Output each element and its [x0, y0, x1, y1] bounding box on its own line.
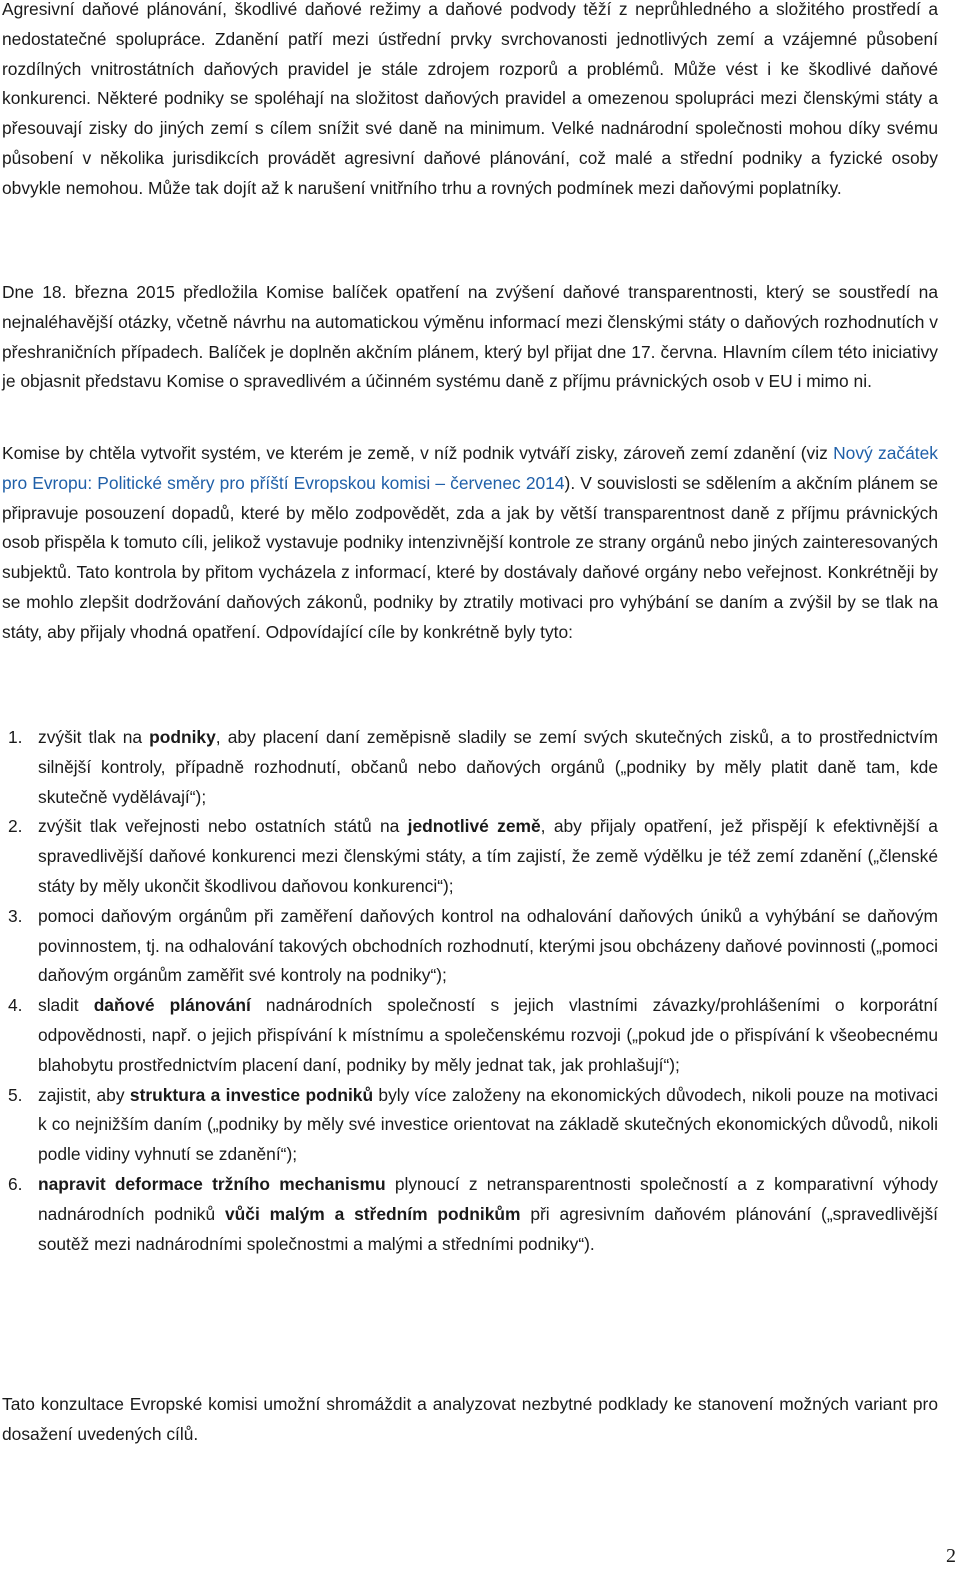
text-run: , aby přijaly opatření, jež přispějí k efektivnější a spravedlivější daňové konkurenci mezi členskými státy, a tím zajistí, že země výdělku je též zemí zdanění („členské státy by měly ukončit škodlivou daňovou konkurenci“); [38, 816, 938, 896]
list-item [2, 991, 938, 1080]
list-item [2, 812, 938, 901]
paragraph-consultation: Tato konzultace Evropské komisi umožní shromáždit a analyzovat nezbytné podklady ke stanovení možných variant pro dosažení uvedených cílů. [2, 1394, 938, 1444]
list-number: 3. [8, 905, 23, 926]
list-item-text [38, 723, 938, 812]
text-run: při agresivním daňovém plánování („spravedlivější soutěž mezi nadnárodními společnostmi a malými a středními podniky“). [38, 1203, 938, 1254]
text-run: plynoucí z netransparentnosti společností a z komparativní výhody nadnárodních podniků [38, 1173, 939, 1224]
text-run: byly více založeny na ekonomických důvodech, nikoli pouze na motivaci k co nejnižším daním („podniky by měly své investice orientovat na základě skutečných ekonomických důvodů, nikoli podle vidiny vyhnutí se zdanění“); [38, 1084, 938, 1165]
text-run: sladit [38, 995, 94, 1016]
paragraph-text: Komise by chtěla vytvořit systém, ve kterém je země, v níž podnik vytváří zisky, zároveň zemí zdanění (viz [2, 443, 834, 463]
objectives-list [2, 723, 938, 1259]
list-number: 2. [8, 816, 23, 837]
paragraph-text: ). V souvislosti se sdělením a akčním plánem se připravuje posouzení dopadů, které by mělo zodpovědět, zda a jak by větší transparentnost daně z příjmu právnických osob přispěla k tomuto cíli, jelikož vystavuje podniky intenzivnější kontrole ze strany orgánů nebo jiných zainteresovaných subjektů. Tato kontrola by přitom vycházela z informací, které by dostávaly daňové orgány nebo veřejnost. Konkrétněji by se mohlo zlepšit dodržování daňových zákonů, podniky by ztratily motivaci pro vyhýbání se daním a zvýšil by se tlak na státy, aby přijaly vhodná opatření. Odpovídající cíle by konkrétně byly tyto: [2, 472, 938, 642]
list-item-text [38, 902, 938, 991]
bold-term: podniky [149, 727, 216, 747]
list-item-text [38, 812, 938, 901]
list-item [2, 902, 938, 991]
list-item [2, 1081, 938, 1170]
list-number: 6. [8, 1173, 23, 1194]
text-run: zajistit, aby [38, 1084, 130, 1105]
bold-term: daňové plánování [93, 995, 251, 1016]
list-item-text [38, 1170, 938, 1259]
bold-term: jednotlivé země [407, 816, 541, 837]
text-run: nadnárodních společností s jejich vlastními závazky/prohlášeními o korporátní odpovědnosti, např. o jejich přispívání k místnímu a společenskému rozvoji („pokud jde o přispívání k všeobecnému blahobytu prostřednictvím placení daní, podniky by měly jednat tak, jak prohlašují“); [38, 995, 938, 1075]
page-number: 2 [946, 1545, 956, 1567]
list-item-text [38, 991, 938, 1080]
list-item [2, 1170, 938, 1259]
list-number: 5. [8, 1084, 23, 1105]
list-number: 1. [8, 727, 23, 747]
list-item [2, 723, 938, 812]
text-run: , aby placení daní zeměpisně sladily se zemí svých skutečných zisků, a to prostřednictvím silnější kontroly, případně rozhodnutí, občanů nebo daňových orgánů („podniky by měly platit daně tam, kde skutečně vydělávají“); [38, 727, 938, 807]
paragraph-commission-system [2, 439, 938, 648]
bold-term: struktura a investice podniků [129, 1084, 374, 1105]
new-start-for-europe-link[interactable]: Nový začátek pro Evropu: Politické směry pro příští Evropskou komisi – červenec 2014 [2, 443, 938, 493]
list-item-text [38, 1081, 938, 1170]
paragraph-tax-planning: Agresivní daňové plánování, škodlivé daňové režimy a daňové podvody těží z neprůhledného a složitého prostředí a nedostatečné spolupráce. Zdanění patří mezi ústřední prvky svrchovanosti jednotlivých zemí a vzájemné působení rozdílných vnitrostátních daňových pravidel je stále zdrojem rozporů a problémů. Může vést i ke škodlivé daňové konkurenci. Některé podniky se spoléhají na složitost daňových pravidel a omezenou spolupráci mezi členskými státy a přesouvají zisky do jiných zemí s cílem snížit své daně na minimum. Velké nadnárodní společnosti mohou díky svému působení v několika jurisdikcích provádět agresivní daňové plánování, což malé a střední podniky a fyzické osoby obvykle nemohou. Může tak dojít až k narušení vnitřního trhu a rovných podmínek mezi daňovými poplatníky. [2, 0, 938, 198]
bold-term: vůči malým a středním podnikům [224, 1203, 521, 1224]
text-run: zvýšit tlak veřejnosti nebo ostatních států na [38, 816, 408, 837]
paragraph-transparency-package: Dne 18. března 2015 předložila Komise balíček opatření na zvýšení daňové transparentnosti, který se soustředí na nejnaléhavější otázky, včetně návrhu na automatickou výměnu informací mezi členskými státy o daňových rozhodnutích v přeshraničních případech. Balíček je doplněn akčním plánem, který byl přijat dne 17. června. Hlavním cílem této iniciativy je objasnit představu Komise o spravedlivém a účinném systému daně z příjmu právnických osob v EU i mimo ni. [2, 282, 938, 392]
bold-term: napravit deformace tržního mechanismu [38, 1173, 386, 1194]
text-run: pomoci daňovým orgánům při zaměření daňových kontrol na odhalování daňových úniků a vyhýbání se daňovým povinnostem, tj. na odhalování takových obchodních rozhodnutí, kterými jsou obcházeny daňové povinnosti („pomoci daňovým orgánům zaměřit své kontroly na podniky“); [38, 905, 939, 986]
list-number: 4. [8, 995, 23, 1016]
text-run: zvýšit tlak na [38, 727, 150, 747]
